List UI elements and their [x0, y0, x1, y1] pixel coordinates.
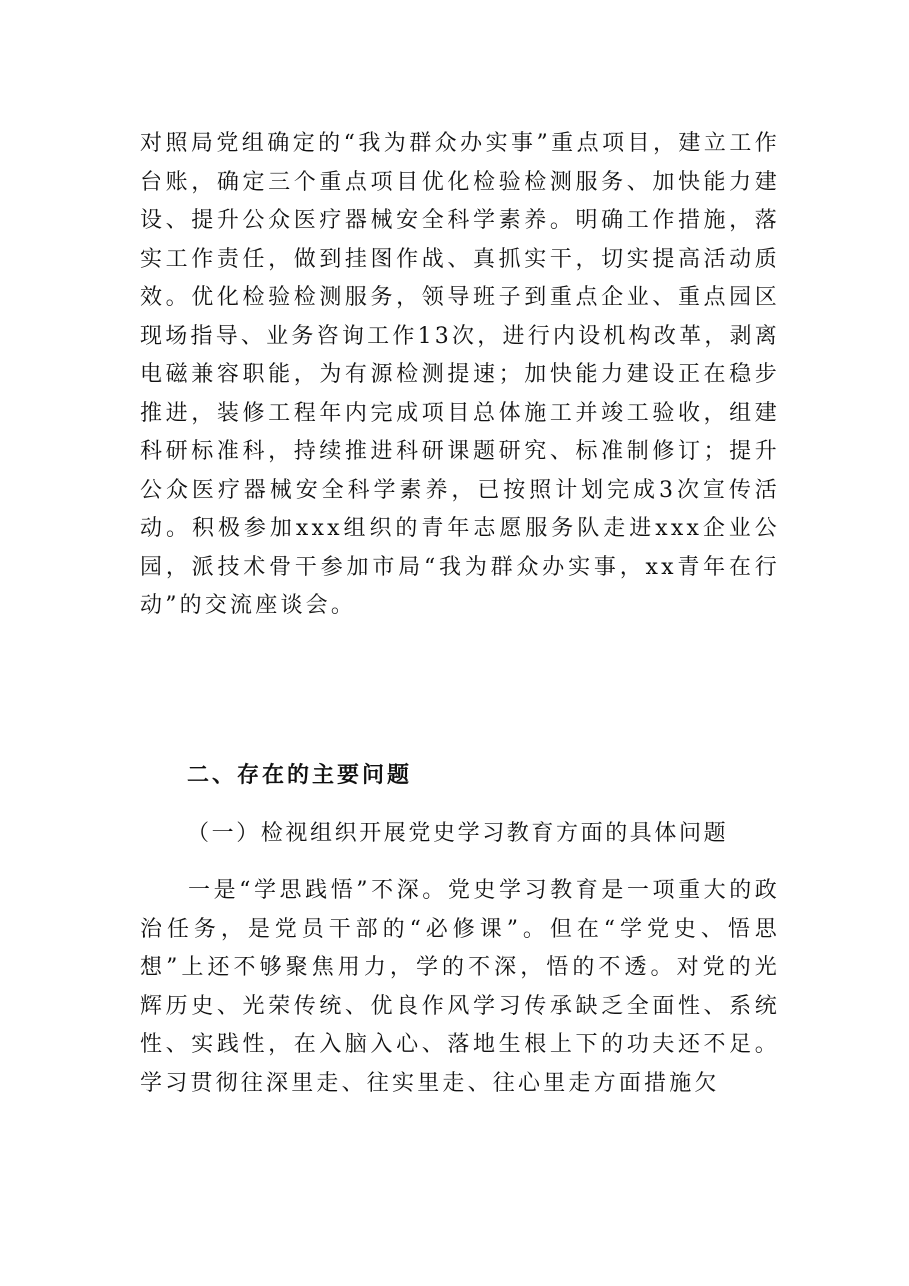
- body-paragraph-1: 对照局党组确定的“我为群众办实事”重点项目，建立工作台账，确定三个重点项目优化检验检测服务、加快能力建设、提升公众医疗器械安全科学素养。明确工作措施，落实工作责任，做到挂图作战、真抓实干，切实提高活动质效。优化检验检测服务，领导班子到重点企业、重点园区现场指导、业务咨询工作13次，进行内设机构改革，剥离电磁兼容职能，为有源检测提速；加快能力建设正在稳步推进，装修工程年内完成项目总体施工并竣工验收，组建科研标准科，持续推进科研课题研究、标准制修订；提升公众医疗器械安全科学素养，已按照计划完成3次宣传活动。积极参加xxx组织的青年志愿服务队走进xxx企业公园，派技术骨干参加市局“我为群众办实事，xx青年在行动”的交流座谈会。: [140, 131, 780, 618]
- section-heading: 二、存在的主要问题: [187, 762, 413, 788]
- subsection-heading: （一）检视组织开展党史学习教育方面的具体问题: [187, 821, 729, 846]
- body-paragraph-2: 一是“学思践悟”不深。党史学习教育是一项重大的政治任务，是党员干部的“必修课”。但在“学党史、悟思想”上还不够聚焦用力，学的不深，悟的不透。对党的光辉历史、光荣传统、优良作风学习传承缺乏全面性、系统性、实践性，在入脑入心、落地生根上下的功夫还不足。学习贯彻往深里走、往实里走、往心里走方面措施欠: [140, 878, 780, 1096]
